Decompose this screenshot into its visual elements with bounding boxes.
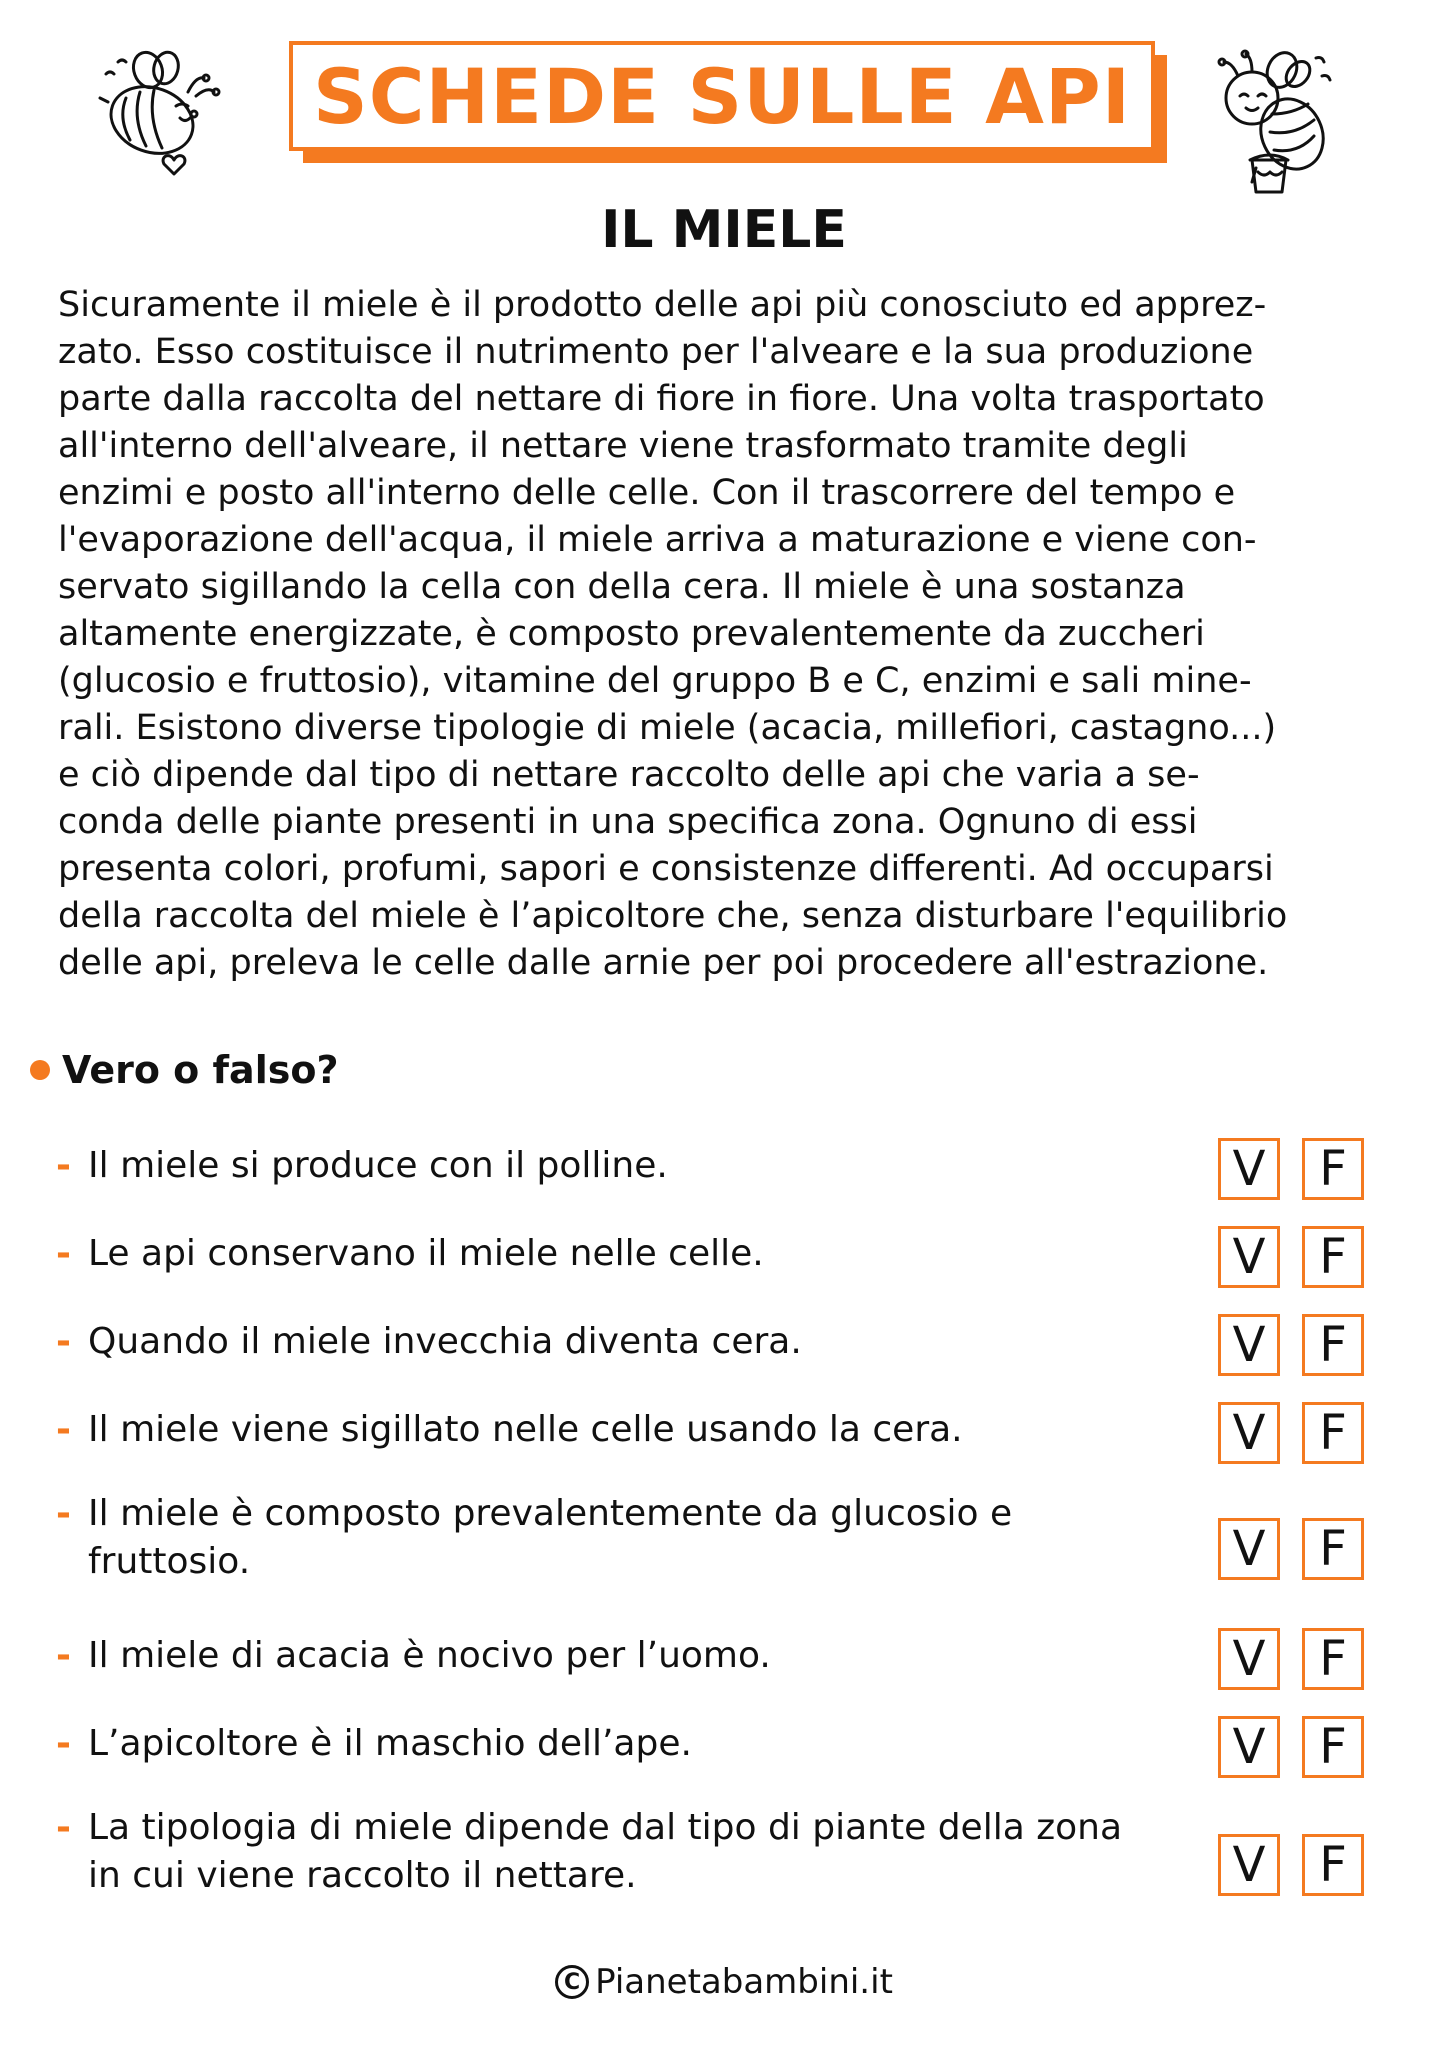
true-checkbox[interactable]: V [1218, 1518, 1280, 1580]
false-checkbox[interactable]: F [1302, 1402, 1364, 1464]
true-checkbox[interactable]: V [1218, 1138, 1280, 1200]
question-text: Il miele viene sigillato nelle celle usando la cera. [88, 1409, 963, 1450]
passage-line: enzimi e posto all'interno delle celle. Con il trascorrere del tempo e [58, 473, 1236, 513]
page-title: SCHEDE SULLE API [313, 51, 1131, 141]
passage-line: l'evaporazione dell'acqua, il miele arriva a maturazione e viene con- [58, 520, 1257, 560]
passage-line: rali. Esistono diverse tipologie di miele (acacia, millefiori, castagno...) [58, 708, 1277, 748]
dash-bullet: - [56, 1321, 71, 1362]
bee-with-honey-pot-icon [1212, 48, 1336, 200]
question-text: Il miele è composto prevalentemente da glucosio e fruttosio. [88, 1493, 1013, 1582]
false-checkbox[interactable]: F [1302, 1314, 1364, 1376]
section-title: IL MIELE [601, 200, 847, 260]
false-checkbox[interactable]: F [1302, 1628, 1364, 1690]
passage-line: servato sigillando la cella con della cera. Il miele è una sostanza [58, 567, 1186, 607]
question-text: Quando il miele invecchia diventa cera. [88, 1321, 802, 1362]
dash-bullet: - [56, 1807, 71, 1848]
passage-line: all'interno dell'alveare, il nettare viene trasformato tramite degli [58, 426, 1188, 466]
false-checkbox[interactable]: F [1302, 1226, 1364, 1288]
dash-bullet: - [56, 1493, 71, 1534]
bullet-dot-icon [30, 1060, 50, 1080]
passage-line: presenta colori, profumi, sapori e consistenze differenti. Ad occuparsi [58, 849, 1274, 889]
dash-bullet: - [56, 1145, 71, 1186]
passage-line: della raccolta del miele è l’apicoltore che, senza disturbare l'equilibrio [58, 896, 1288, 936]
title-banner [289, 41, 1155, 151]
true-checkbox[interactable]: V [1218, 1834, 1280, 1896]
passage-line: altamente energizzate, è composto prevalentemente da zuccheri [58, 614, 1205, 654]
exercise-heading [30, 1042, 338, 1098]
bee-with-heart-icon [96, 48, 224, 178]
dash-bullet: - [56, 1233, 71, 1274]
question-text: Il miele si produce con il polline. [88, 1145, 668, 1186]
true-checkbox[interactable]: V [1218, 1402, 1280, 1464]
site-name: Pianetabambini.it [595, 1962, 893, 2002]
passage-line: delle api, preleva le celle dalle arnie per poi procedere all'estrazione. [58, 943, 1269, 983]
false-checkbox[interactable]: F [1302, 1138, 1364, 1200]
footer-credit [0, 1962, 1448, 2002]
passage-line: parte dalla raccolta del nettare di fiore in fiore. Una volta trasportato [58, 379, 1265, 419]
true-checkbox[interactable]: V [1218, 1628, 1280, 1690]
dash-bullet: - [56, 1635, 71, 1676]
exercise-heading-label: Vero o falso? [62, 1048, 339, 1092]
question-text: Il miele di acacia è nocivo per l’uomo. [88, 1635, 771, 1676]
false-checkbox[interactable]: F [1302, 1518, 1364, 1580]
passage-line: conda delle piante presenti in una specifica zona. Ognuno di essi [58, 802, 1198, 842]
true-checkbox[interactable]: V [1218, 1226, 1280, 1288]
copyright-icon: C [555, 1965, 589, 1999]
dash-bullet: - [56, 1409, 71, 1450]
passage-line: (glucosio e fruttosio), vitamine del gruppo B e C, enzimi e sali mine- [58, 661, 1252, 701]
true-checkbox[interactable]: V [1218, 1716, 1280, 1778]
passage-line: Sicuramente il miele è il prodotto delle api più conosciuto ed apprez- [58, 285, 1267, 325]
question-text: L’apicoltore è il maschio dell’ape. [88, 1723, 692, 1764]
question-text: Le api conservano il miele nelle celle. [88, 1233, 764, 1274]
dash-bullet: - [56, 1723, 71, 1764]
false-checkbox[interactable]: F [1302, 1834, 1364, 1896]
passage-line: e ciò dipende dal tipo di nettare raccolto delle api che varia a se- [58, 755, 1200, 795]
passage-line: zato. Esso costituisce il nutrimento per l'alveare e la sua produzione [58, 332, 1254, 372]
question-text: La tipologia di miele dipende dal tipo di piante della zona in cui viene raccolto il nettare. [88, 1807, 1122, 1896]
false-checkbox[interactable]: F [1302, 1716, 1364, 1778]
true-checkbox[interactable]: V [1218, 1314, 1280, 1376]
reading-passage [58, 282, 1418, 987]
